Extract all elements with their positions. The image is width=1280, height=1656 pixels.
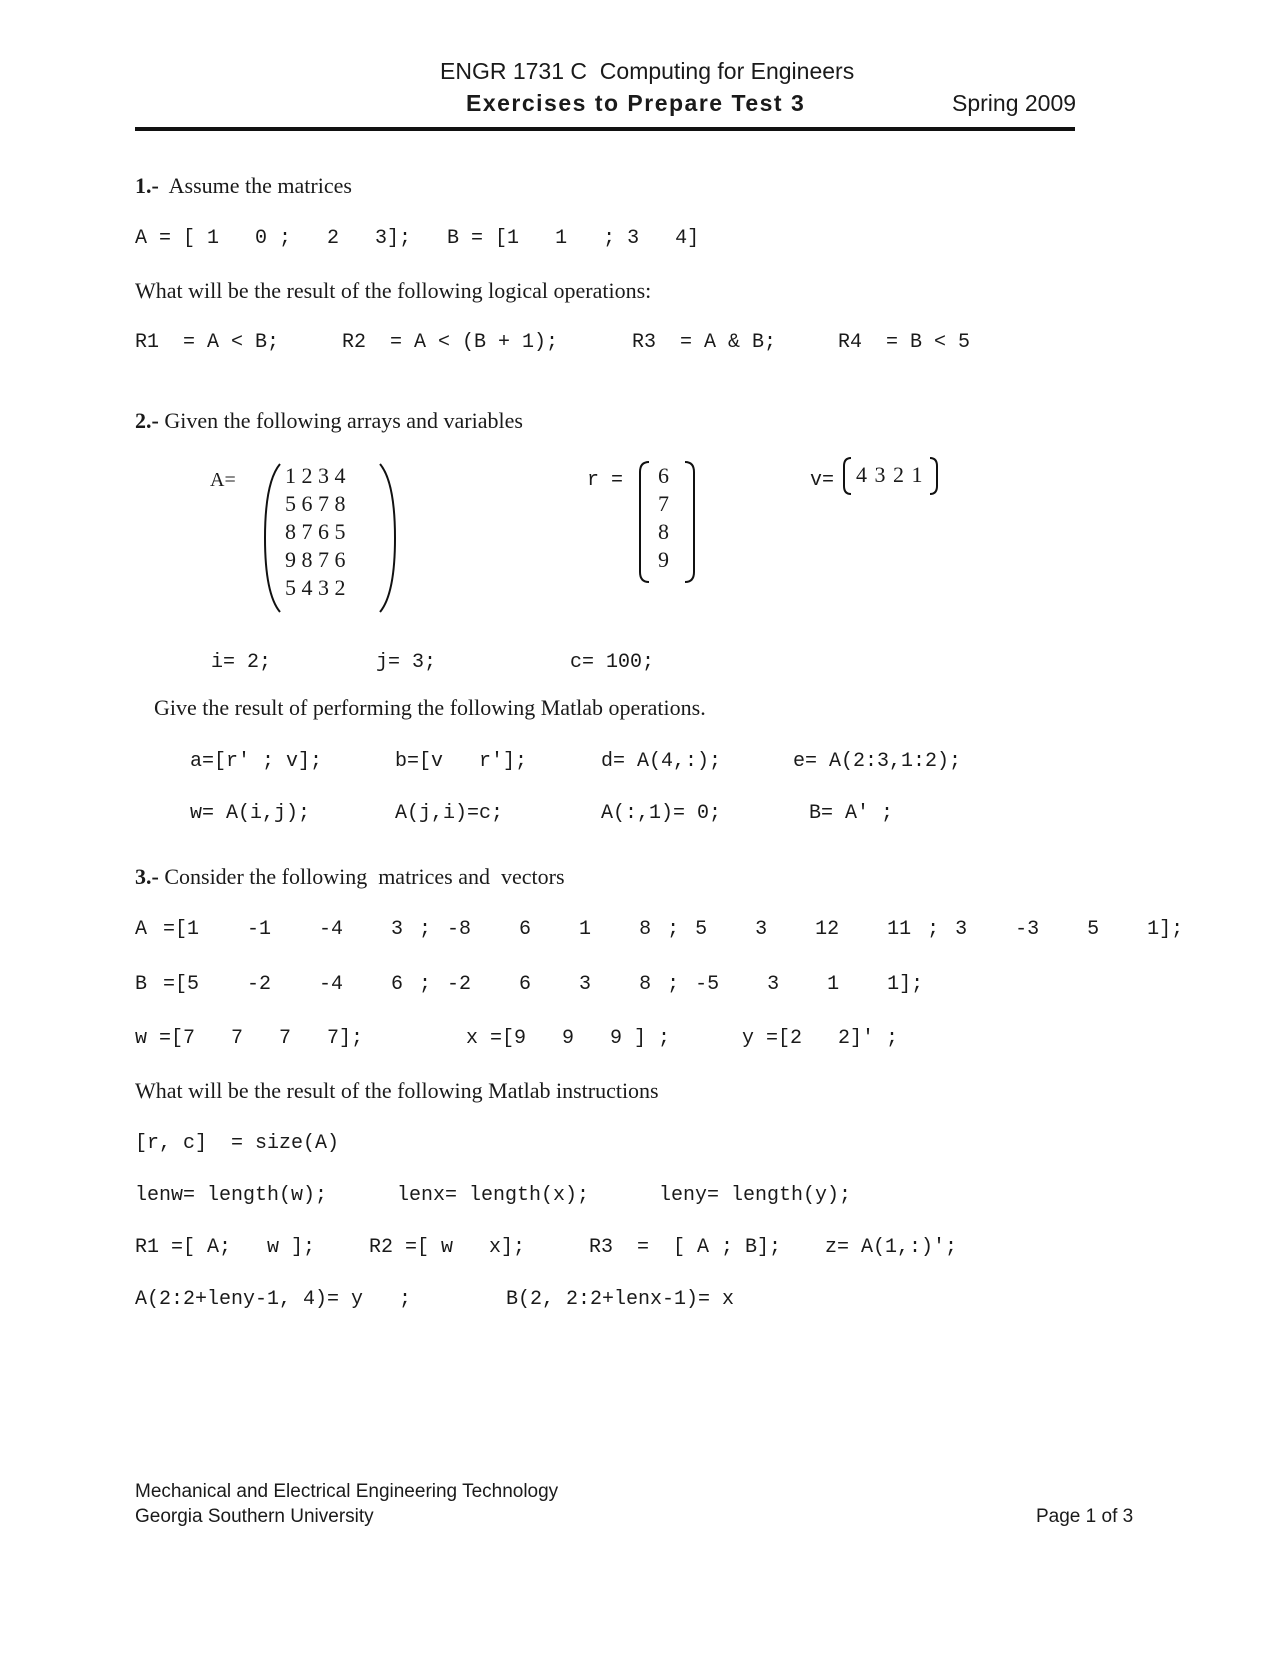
q3-heading	[135, 864, 565, 890]
q1-number: 1.-	[135, 173, 159, 198]
matrix-a-row: 9 8 7 6	[285, 547, 346, 572]
q2-op-zero-col: A(:,1)= 0;	[601, 802, 722, 825]
scalar-j: j= 3;	[376, 651, 437, 674]
matrix-a-row: 5 6 7 8	[285, 491, 346, 516]
q3-concat-r3: R3 = [ A ; B];	[589, 1236, 782, 1259]
q3-concat-r1: R1 =[ A; w ];	[135, 1236, 316, 1259]
q3-concat-r2: R2 =[ w x];	[369, 1236, 526, 1259]
footer-department: Mechanical and Electrical Engineering Technology	[135, 1481, 559, 1502]
q3-vector-y: y =[2 2]' ;	[742, 1027, 899, 1050]
q3-number: 3.-	[135, 864, 159, 889]
q1-op-r1: R1 = A < B;	[135, 331, 280, 354]
vector-r-value: 6	[658, 463, 669, 488]
q2-op-d: d= A(4,:);	[601, 750, 722, 773]
matrix-a-row: 8 7 6 5	[285, 519, 346, 544]
vector-v: 4 3 2 1	[856, 462, 924, 487]
q3-vector-w: w =[7 7 7 7];	[135, 1027, 364, 1050]
q2-op-assign-c: A(j,i)=c;	[395, 802, 504, 825]
page-number: Page 1 of 3	[1036, 1506, 1134, 1527]
q2-op-b: b=[v r'];	[395, 750, 528, 773]
q3-length-y: leny= length(y);	[659, 1184, 852, 1207]
vector-r-value: 8	[658, 519, 669, 544]
q1-question: What will be the result of the following logical operations:	[135, 278, 652, 303]
matrix-a-left-bracket	[262, 462, 284, 614]
vector-v-left-bracket	[841, 456, 853, 496]
q2-op-a: a=[r' ; v];	[190, 750, 323, 773]
q1-op-r4: R4 = B < 5	[838, 331, 971, 354]
q1-matrices: A = [ 1 0 ; 2 3]; B = [1 1 ; 3 4]	[135, 227, 700, 250]
q1-heading	[135, 173, 352, 199]
course-title: ENGR 1731 C Computing for Engineers	[440, 58, 855, 84]
q3-size-line: [r, c] = size(A)	[135, 1132, 340, 1155]
q2-number: 2.-	[135, 408, 159, 433]
q1-prompt: Assume the matrices	[168, 173, 352, 198]
scalar-c: c= 100;	[570, 651, 655, 674]
q1-op-r3: R3 = A & B;	[632, 331, 777, 354]
vector-r	[658, 462, 669, 574]
vector-r-left-bracket	[637, 460, 651, 584]
matrix-a-label: A=	[210, 469, 236, 491]
matrix-a-right-bracket	[376, 462, 398, 614]
q3-question: What will be the result of the following Matlab instructions	[135, 1078, 659, 1103]
vector-r-value: 7	[658, 491, 669, 516]
vector-r-label: r =	[587, 469, 624, 492]
document-subtitle: Exercises to Prepare Test 3	[466, 90, 806, 116]
q3-prompt: Consider the following matrices and vectors	[164, 864, 565, 889]
q2-question: Give the result of performing the following Matlab operations.	[154, 695, 706, 720]
vector-r-value: 9	[658, 547, 669, 572]
q2-op-e: e= A(2:3,1:2);	[793, 750, 962, 773]
scalar-i: i= 2;	[211, 651, 272, 674]
semester: Spring 2009	[952, 90, 1077, 116]
q3-matrix-b: B =[5 -2 -4 6 ; -2 6 3 8 ; -5 3 1 1];	[135, 973, 924, 996]
matrix-a-row: 1 2 3 4	[285, 463, 346, 488]
vector-r-right-bracket	[683, 460, 697, 584]
q2-prompt: Given the following arrays and variables	[164, 408, 523, 433]
vector-v-right-bracket	[928, 456, 940, 496]
q3-assign-b: B(2, 2:2+lenx-1)= x	[506, 1288, 735, 1311]
q1-op-r2: R2 = A < (B + 1);	[342, 331, 559, 354]
vector-v-label: v=	[810, 469, 835, 492]
q3-matrix-a: A =[1 -1 -4 3 ; -8 6 1 8 ; 5 3 12 11 ; 3 -3 5 1];	[135, 918, 1184, 941]
q2-op-transpose: B= A' ;	[809, 802, 894, 825]
q2-heading	[135, 408, 523, 434]
q3-z-transpose: z= A(1,:)';	[825, 1236, 958, 1259]
matrix-a	[285, 462, 346, 602]
q2-op-w: w= A(i,j);	[190, 802, 311, 825]
q3-assign-a: A(2:2+leny-1, 4)= y ;	[135, 1288, 412, 1311]
footer-university: Georgia Southern University	[135, 1506, 374, 1527]
header-rule	[135, 127, 1075, 131]
q3-length-x: lenx= length(x);	[397, 1184, 590, 1207]
q3-length-w: lenw= length(w);	[135, 1184, 328, 1207]
matrix-a-row: 5 4 3 2	[285, 575, 346, 600]
q3-vector-x: x =[9 9 9 ] ;	[466, 1027, 671, 1050]
